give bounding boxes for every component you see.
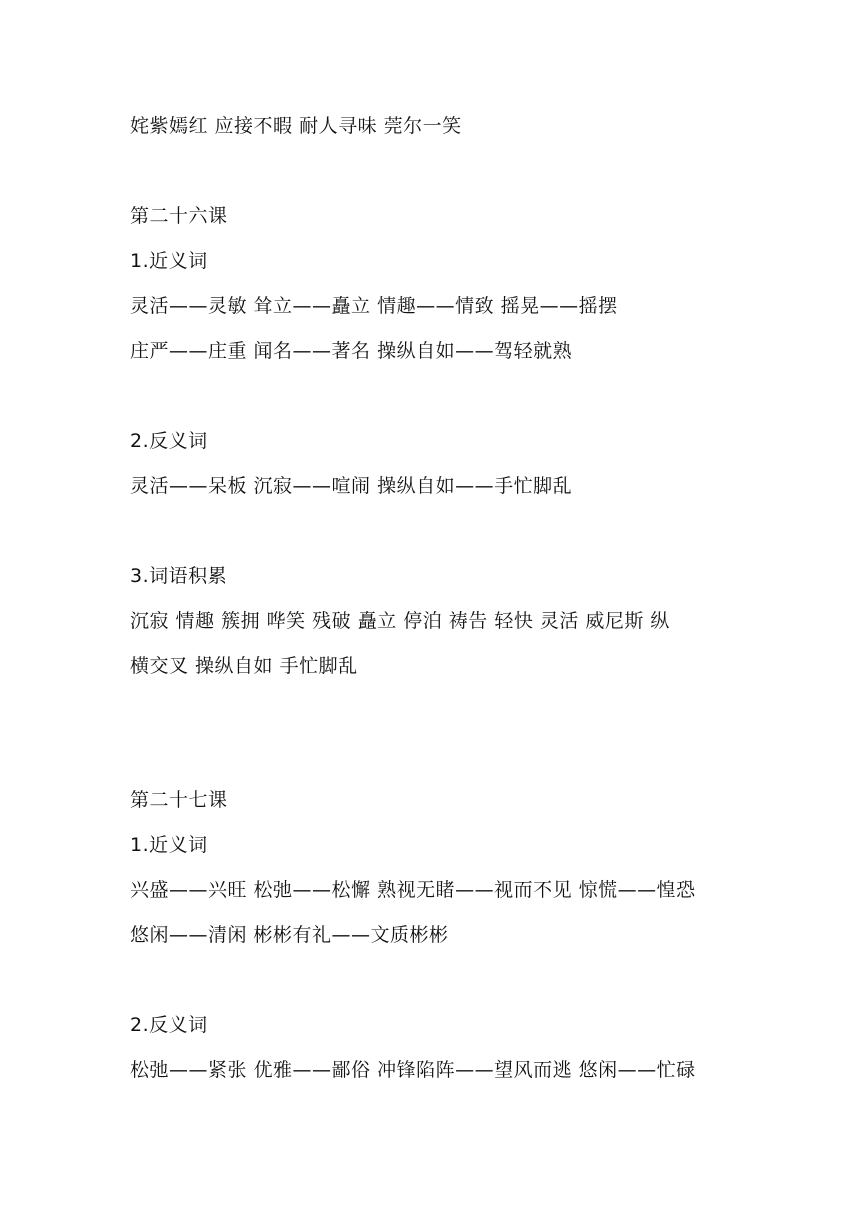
lesson-27-heading: 第二十七课 xyxy=(130,789,228,811)
lesson-26-synonyms-line-1: 灵活——灵敏 耸立——矗立 情趣——情致 摇晃——摇摆 xyxy=(130,295,618,317)
lesson-26-vocabulary-heading: 3.词语积累 xyxy=(130,565,228,587)
lesson-26-heading: 第二十六课 xyxy=(130,205,228,227)
lesson-26-synonyms-line-2: 庄严——庄重 闻名——著名 操纵自如——驾轻就熟 xyxy=(130,340,573,362)
lesson-27-synonyms-heading: 1.近义词 xyxy=(130,834,208,856)
text-line-idioms: 姹紫嫣红 应接不暇 耐人寻味 莞尔一笑 xyxy=(130,115,462,137)
lesson-27-synonyms-line-1: 兴盛——兴旺 松弛——松懈 熟视无睹——视而不见 惊慌——惶恐 xyxy=(130,879,696,901)
lesson-26-vocabulary-line-2: 横交叉 操纵自如 手忙脚乱 xyxy=(130,655,358,677)
lesson-27-antonyms-line-1: 松弛——紧张 优雅——鄙俗 冲锋陷阵——望风而逃 悠闲——忙碌 xyxy=(130,1059,696,1081)
lesson-27-synonyms-line-2: 悠闲——清闲 彬彬有礼——文质彬彬 xyxy=(130,924,449,946)
lesson-27-antonyms-heading: 2.反义词 xyxy=(130,1014,208,1036)
lesson-26-antonyms-heading: 2.反义词 xyxy=(130,430,208,452)
lesson-26-vocabulary-line-1: 沉寂 情趣 簇拥 哗笑 残破 矗立 停泊 祷告 轻快 灵活 威尼斯 纵 xyxy=(130,610,670,632)
lesson-26-antonyms-line-1: 灵活——呆板 沉寂——喧闹 操纵自如——手忙脚乱 xyxy=(130,475,573,497)
lesson-26-synonyms-heading: 1.近义词 xyxy=(130,250,208,272)
